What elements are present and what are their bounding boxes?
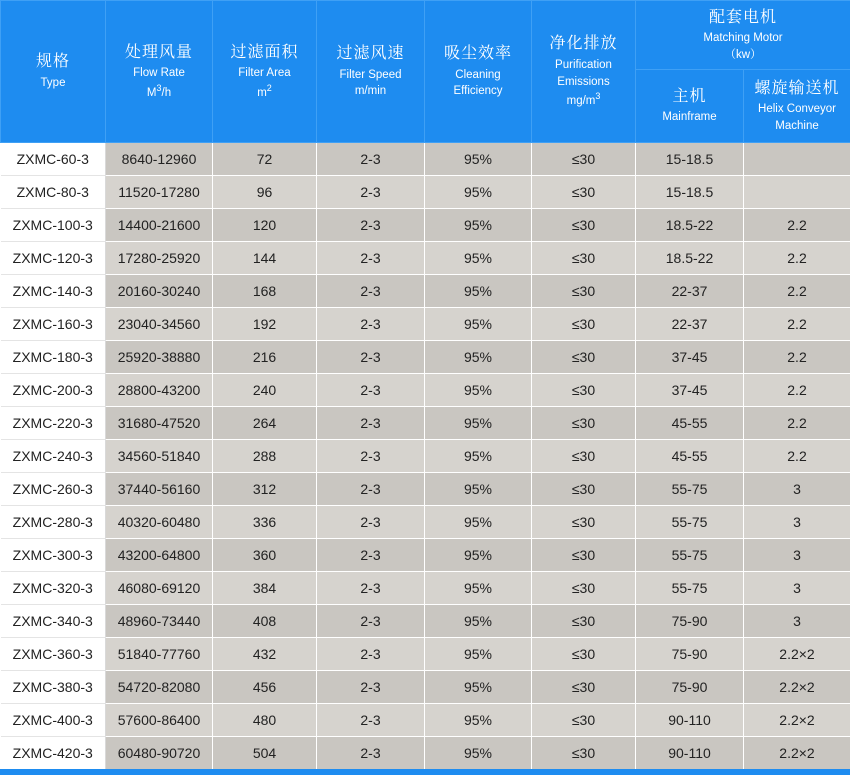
cell-cleaning-efficiency: 95% <box>425 341 532 374</box>
cell-filter-speed: 2-3 <box>317 671 425 704</box>
cell-purification-emission: ≤30 <box>532 605 636 638</box>
cell-purification-emission: ≤30 <box>532 737 636 770</box>
cell-flow-rate: 17280-25920 <box>106 242 213 275</box>
cell-helix-motor: 2.2×2 <box>744 737 850 770</box>
cell-flow-rate: 11520-17280 <box>106 176 213 209</box>
cell-cleaning-efficiency: 95% <box>425 176 532 209</box>
cell-flow-rate: 46080-69120 <box>106 572 213 605</box>
cell-flow-rate: 40320-60480 <box>106 506 213 539</box>
table-row <box>1 572 850 605</box>
cell-filter-speed: 2-3 <box>317 506 425 539</box>
cell-purification-emission: ≤30 <box>532 275 636 308</box>
cell-type: ZXMC-100-3 <box>1 209 106 242</box>
cell-filter-speed: 2-3 <box>317 737 425 770</box>
cell-mainframe-motor: 15-18.5 <box>636 176 744 209</box>
cell-purification-emission: ≤30 <box>532 308 636 341</box>
cell-type: ZXMC-420-3 <box>1 737 106 770</box>
cell-cleaning-efficiency: 95% <box>425 440 532 473</box>
cell-cleaning-efficiency: 95% <box>425 374 532 407</box>
cell-filter-speed: 2-3 <box>317 209 425 242</box>
cell-filter-area: 480 <box>213 704 317 737</box>
cell-cleaning-efficiency: 95% <box>425 605 532 638</box>
cell-filter-area: 144 <box>213 242 317 275</box>
cell-filter-area: 456 <box>213 671 317 704</box>
cell-purification-emission: ≤30 <box>532 209 636 242</box>
cell-filter-speed: 2-3 <box>317 407 425 440</box>
cell-mainframe-motor: 45-55 <box>636 407 744 440</box>
cell-filter-area: 216 <box>213 341 317 374</box>
cell-flow-rate: 25920-38880 <box>106 341 213 374</box>
cell-helix-motor: 2.2 <box>744 308 850 341</box>
cell-purification-emission: ≤30 <box>532 407 636 440</box>
cell-mainframe-motor: 22-37 <box>636 275 744 308</box>
cell-cleaning-efficiency: 95% <box>425 506 532 539</box>
cell-purification-emission: ≤30 <box>532 440 636 473</box>
bottom-accent-bar <box>0 769 850 775</box>
column-header-type: 规格 Type <box>1 1 106 143</box>
cell-filter-area: 264 <box>213 407 317 440</box>
cell-filter-speed: 2-3 <box>317 605 425 638</box>
cell-filter-speed: 2-3 <box>317 176 425 209</box>
cell-helix-motor: 3 <box>744 572 850 605</box>
table-row <box>1 374 850 407</box>
cell-filter-speed: 2-3 <box>317 143 425 176</box>
cell-flow-rate: 23040-34560 <box>106 308 213 341</box>
table-row <box>1 209 850 242</box>
cell-purification-emission: ≤30 <box>532 176 636 209</box>
column-header-flow-rate: 处理风量 Flow Rate $M^3/h$ <box>106 1 213 143</box>
cell-flow-rate: 37440-56160 <box>106 473 213 506</box>
cell-type: ZXMC-340-3 <box>1 605 106 638</box>
table-row <box>1 440 850 473</box>
table-row <box>1 473 850 506</box>
cell-filter-area: 360 <box>213 539 317 572</box>
cell-type: ZXMC-320-3 <box>1 572 106 605</box>
cell-type: ZXMC-160-3 <box>1 308 106 341</box>
cell-helix-motor: 2.2 <box>744 209 850 242</box>
cell-purification-emission: ≤30 <box>532 539 636 572</box>
cell-type: ZXMC-80-3 <box>1 176 106 209</box>
cell-flow-rate: 60480-90720 <box>106 737 213 770</box>
table-header <box>1 1 850 143</box>
cell-flow-rate: 57600-86400 <box>106 704 213 737</box>
cell-purification-emission: ≤30 <box>532 671 636 704</box>
cell-mainframe-motor: 37-45 <box>636 341 744 374</box>
cell-helix-motor: 2.2 <box>744 407 850 440</box>
column-header-matching-motor-group: 配套电机 Matching Motor （kw） <box>636 1 850 70</box>
cell-helix-motor: 3 <box>744 605 850 638</box>
cell-filter-speed: 2-3 <box>317 473 425 506</box>
column-header-cleaning-efficiency: 吸尘效率 Cleaning Efficiency <box>425 1 532 143</box>
table-row <box>1 143 850 176</box>
cell-helix-motor: 3 <box>744 506 850 539</box>
table-row <box>1 539 850 572</box>
cell-filter-speed: 2-3 <box>317 539 425 572</box>
cell-mainframe-motor: 55-75 <box>636 539 744 572</box>
cell-type: ZXMC-60-3 <box>1 143 106 176</box>
cell-purification-emission: ≤30 <box>532 473 636 506</box>
cell-purification-emission: ≤30 <box>532 374 636 407</box>
cell-cleaning-efficiency: 95% <box>425 209 532 242</box>
cell-flow-rate: 51840-77760 <box>106 638 213 671</box>
cell-helix-motor <box>744 143 850 176</box>
cell-helix-motor <box>744 176 850 209</box>
table-row <box>1 737 850 770</box>
table-row <box>1 605 850 638</box>
cell-mainframe-motor: 90-110 <box>636 737 744 770</box>
cell-filter-area: 240 <box>213 374 317 407</box>
cell-filter-speed: 2-3 <box>317 341 425 374</box>
cell-cleaning-efficiency: 95% <box>425 704 532 737</box>
cell-purification-emission: ≤30 <box>532 704 636 737</box>
cell-purification-emission: ≤30 <box>532 143 636 176</box>
cell-mainframe-motor: 37-45 <box>636 374 744 407</box>
cell-type: ZXMC-360-3 <box>1 638 106 671</box>
cell-flow-rate: 31680-47520 <box>106 407 213 440</box>
cell-filter-speed: 2-3 <box>317 242 425 275</box>
cell-mainframe-motor: 75-90 <box>636 605 744 638</box>
table-row <box>1 704 850 737</box>
cell-filter-area: 72 <box>213 143 317 176</box>
cell-flow-rate: 20160-30240 <box>106 275 213 308</box>
table-row <box>1 506 850 539</box>
cell-filter-area: 120 <box>213 209 317 242</box>
column-header-mainframe: 主机 Mainframe <box>636 70 744 143</box>
cell-helix-motor: 3 <box>744 539 850 572</box>
cell-helix-motor: 2.2 <box>744 341 850 374</box>
column-header-purification-emissions: 净化排放 Purification Emissions $mg/m^3$ <box>532 1 636 143</box>
cell-filter-area: 96 <box>213 176 317 209</box>
cell-filter-area: 336 <box>213 506 317 539</box>
cell-cleaning-efficiency: 95% <box>425 308 532 341</box>
cell-mainframe-motor: 18.5-22 <box>636 242 744 275</box>
cell-filter-area: 192 <box>213 308 317 341</box>
cell-mainframe-motor: 55-75 <box>636 473 744 506</box>
cell-flow-rate: 43200-64800 <box>106 539 213 572</box>
cell-cleaning-efficiency: 95% <box>425 572 532 605</box>
cell-type: ZXMC-280-3 <box>1 506 106 539</box>
cell-filter-area: 504 <box>213 737 317 770</box>
cell-filter-speed: 2-3 <box>317 374 425 407</box>
cell-helix-motor: 3 <box>744 473 850 506</box>
cell-cleaning-efficiency: 95% <box>425 671 532 704</box>
cell-filter-area: 432 <box>213 638 317 671</box>
cell-filter-speed: 2-3 <box>317 275 425 308</box>
cell-mainframe-motor: 15-18.5 <box>636 143 744 176</box>
table-row <box>1 308 850 341</box>
cell-flow-rate: 54720-82080 <box>106 671 213 704</box>
table-row <box>1 341 850 374</box>
cell-helix-motor: 2.2×2 <box>744 704 850 737</box>
cell-purification-emission: ≤30 <box>532 638 636 671</box>
cell-cleaning-efficiency: 95% <box>425 242 532 275</box>
cell-mainframe-motor: 75-90 <box>636 671 744 704</box>
cell-mainframe-motor: 55-75 <box>636 572 744 605</box>
table-row <box>1 275 850 308</box>
cell-purification-emission: ≤30 <box>532 506 636 539</box>
cell-helix-motor: 2.2 <box>744 440 850 473</box>
cell-filter-area: 408 <box>213 605 317 638</box>
cell-helix-motor: 2.2 <box>744 242 850 275</box>
cell-type: ZXMC-260-3 <box>1 473 106 506</box>
cell-mainframe-motor: 90-110 <box>636 704 744 737</box>
table-row <box>1 242 850 275</box>
cell-flow-rate: 14400-21600 <box>106 209 213 242</box>
cell-mainframe-motor: 18.5-22 <box>636 209 744 242</box>
column-header-filter-area: 过滤面积 Filter Area $m^2$ <box>213 1 317 143</box>
cell-filter-speed: 2-3 <box>317 704 425 737</box>
cell-type: ZXMC-120-3 <box>1 242 106 275</box>
cell-cleaning-efficiency: 95% <box>425 473 532 506</box>
cell-flow-rate: 28800-43200 <box>106 374 213 407</box>
cell-flow-rate: 8640-12960 <box>106 143 213 176</box>
purification-unit: $mg/m^3$ <box>534 90 633 110</box>
cell-mainframe-motor: 22-37 <box>636 308 744 341</box>
cell-type: ZXMC-220-3 <box>1 407 106 440</box>
cell-cleaning-efficiency: 95% <box>425 407 532 440</box>
table-row <box>1 176 850 209</box>
cell-type: ZXMC-140-3 <box>1 275 106 308</box>
flow-rate-unit: $M^3/h$ <box>108 82 210 102</box>
cell-helix-motor: 2.2×2 <box>744 671 850 704</box>
cell-purification-emission: ≤30 <box>532 341 636 374</box>
cell-filter-area: 288 <box>213 440 317 473</box>
cell-filter-speed: 2-3 <box>317 440 425 473</box>
cell-filter-area: 168 <box>213 275 317 308</box>
filter-area-unit: $m^2$ <box>215 82 314 102</box>
cell-purification-emission: ≤30 <box>532 572 636 605</box>
cell-mainframe-motor: 45-55 <box>636 440 744 473</box>
column-header-filter-speed: 过滤风速 Filter Speed m/min <box>317 1 425 143</box>
cell-mainframe-motor: 55-75 <box>636 506 744 539</box>
table-row <box>1 638 850 671</box>
cell-cleaning-efficiency: 95% <box>425 143 532 176</box>
cell-type: ZXMC-180-3 <box>1 341 106 374</box>
cell-cleaning-efficiency: 95% <box>425 539 532 572</box>
cell-flow-rate: 34560-51840 <box>106 440 213 473</box>
cell-helix-motor: 2.2×2 <box>744 638 850 671</box>
cell-cleaning-efficiency: 95% <box>425 275 532 308</box>
cell-cleaning-efficiency: 95% <box>425 638 532 671</box>
cell-flow-rate: 48960-73440 <box>106 605 213 638</box>
cell-cleaning-efficiency: 95% <box>425 737 532 770</box>
cell-filter-speed: 2-3 <box>317 572 425 605</box>
cell-type: ZXMC-400-3 <box>1 704 106 737</box>
cell-filter-speed: 2-3 <box>317 638 425 671</box>
cell-filter-area: 312 <box>213 473 317 506</box>
cell-type: ZXMC-200-3 <box>1 374 106 407</box>
cell-filter-speed: 2-3 <box>317 308 425 341</box>
cell-type: ZXMC-240-3 <box>1 440 106 473</box>
cell-type: ZXMC-380-3 <box>1 671 106 704</box>
cell-purification-emission: ≤30 <box>532 242 636 275</box>
table-row <box>1 671 850 704</box>
cell-filter-area: 384 <box>213 572 317 605</box>
table-row <box>1 407 850 440</box>
cell-mainframe-motor: 75-90 <box>636 638 744 671</box>
cell-helix-motor: 2.2 <box>744 374 850 407</box>
cell-type: ZXMC-300-3 <box>1 539 106 572</box>
table-body <box>1 143 850 770</box>
column-header-helix-conveyor: 螺旋输送机 Helix Conveyor Machine <box>744 70 850 143</box>
cell-helix-motor: 2.2 <box>744 275 850 308</box>
